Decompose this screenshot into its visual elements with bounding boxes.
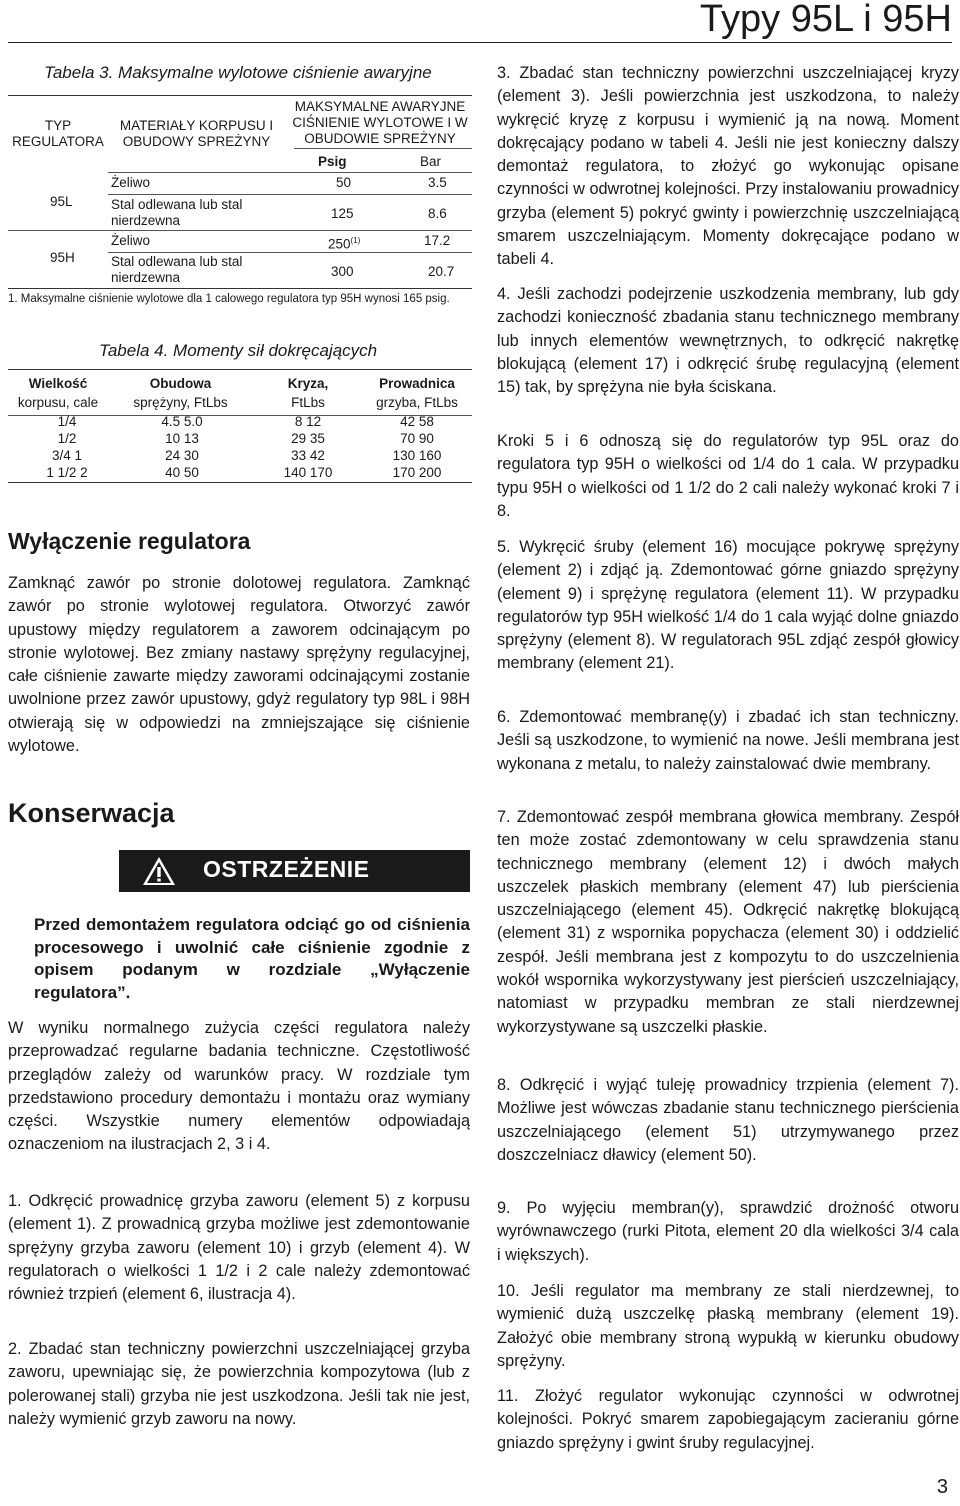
table3-cell-psig: 50 [336, 175, 352, 190]
step-10: 10. Jeśli regulator ma membrany ze stali nierdzewnej, to wymienić dużą uszczelkę płaską membrany (element 19). Założyć obie membrany stroną wypukłą w kierunku obudowy sprężyny. [497, 1282, 959, 1370]
table4-header: Kryza, FtLbs [287, 376, 329, 410]
section-title-shutdown: Wyłączenie regulatora [8, 528, 251, 554]
table3-cell-material: Stal odlewana lub stal nierdzewna [111, 254, 243, 285]
shutdown-paragraph: Zamknąć zawór po stronie dolotowej regulatora. Zamknąć zawór po stronie wylotowej regulatora. Otworzyć zawór upustowy między regulatorem a zaworem odcinającym po stronie wylotowej. Bez zmiany nastawy sprężyny regulacyjnej, całe ciśnienie zawarte między zaworami odcinającymi zostanie uwolnione przez zawór upustowy, gdyż regulatory typ 98L i 98H otwierają się w odpowiedzi na zmniejszające się ciśnienie wylotowe. [8, 574, 470, 756]
header-rule [8, 42, 952, 43]
table3-cell-bar: 17.2 [424, 233, 451, 248]
table3 [8, 95, 472, 289]
table4-caption: Tabela 4. Momenty sił dokręcających [99, 341, 378, 360]
table3-cell-material: Stal odlewana lub stal nierdzewna [111, 197, 243, 228]
page-number: 3 [936, 1476, 948, 1498]
warning-text: Przed demontażem regulatora odciąć go od ciśnienia procesowego i uwolnić całe ciśnienie zgodnie z opisem podanym w rozdziale „Wyłączenie regulatora”. [34, 915, 470, 1002]
table3-cell-psig: 125 [331, 206, 354, 221]
warning-title: OSTRZEŻENIE [203, 856, 370, 882]
table4-header: Wielkość korpusu, cale [17, 376, 99, 410]
table3-cell-material: Żeliwo [111, 233, 151, 248]
step-1: 1. Odkręcić prowadnicę grzyba zaworu (element 5) z korpusu (element 1). Z prowadnicą grzyba możliwe jest zdemontowanie sprężyny grzyba zaworu (element 10) i grzyb (element 4). W regulatorach o wielkości 1 1/2 i 2 cale należy zdemontować również trzpień (element 6, ilustracja 4). [8, 1192, 470, 1304]
section-title-maintenance: Konserwacja [8, 798, 175, 828]
table3-cell-psig: 250$^{(1)}$ [328, 236, 361, 252]
step-4: 4. Jeśli zachodzi podejrzenie uszkodzenia membrany, lub gdy zachodzi konieczność zbadania stanu technicznego membrany lub innych elementów wewnętrznych, to odkręcić nakrętkę blokującą (element 17) i odkręcić śrubę regulacyjną (element 15) tak, by sprężyna nie była ściskana. [497, 285, 959, 397]
step-2: 2. Zbadać stan techniczny powierzchni uszczelniającej grzyba zaworu, upewniając się, że powierzchnia kompozytowa (lub z polerowanej stali) grzyba nie jest uszkodzona. Jeśli tak nie jest, należy wymienić grzyb zaworu na nowy. [8, 1340, 470, 1428]
page-header-title: Typy 95L i 95H [699, 0, 952, 40]
step-8: 8. Odkręcić i wyjąć tuleję prowadnicy trzpienia (element 7). Możliwe jest wówczas zbadanie stanu technicznego pierścienia uszczelniającego (element 51) utrzymywanego przez doszczelniacz dławicy (element 50). [497, 1076, 959, 1164]
table4-col-size: 1/4 1/2 3/4 1 1 1/2 2 [46, 414, 88, 480]
table3-caption: Tabela 3. Maksymalne wylotowe ciśnienie awaryjne [44, 63, 432, 82]
table3-cell-material: Żeliwo [111, 175, 151, 190]
table3-header-max: MAKSYMALNE AWARYJNE CIŚNIENIE WYLOTOWE I W OBUDOWIE SPREŻYNY [292, 99, 468, 146]
note-steps-5-6: Kroki 5 i 6 odnoszą się do regulatorów typ 95L oraz do regulatora typ 95H o wielkości od 1/4 do 1 cala. W przypadku typu 95H o wielkości od 1 1/2 do 2 cali należy wykonać kroki 7 i 8. [497, 432, 959, 520]
table4-header: Obudowa sprężyny, FtLbs [133, 376, 228, 410]
table4-col-plug-guide: 42 58 70 90 130 160 170 200 [392, 414, 442, 480]
maintenance-intro: W wyniku normalnego zużycia części regulatora należy przeprowadzać regularne badania techniczne. Częstotliwość przeglądów zależy od warunków pracy. W rozdziale tym przedstawiono procedury demontażu i montażu oraz wymiany części. Wszystkie numery elementów odpowiadają oznaczeniom na ilustracjach 2, 3 i 4. [8, 1019, 470, 1154]
table3-cell-type: 95H [50, 250, 75, 265]
step-6: 6. Zdemontować membranę(y) i zbadać ich stan techniczny. Jeśli są uszkodzone, to wymienić na nowe. Jeśli membrana jest wykonana z metalu, to należy zainstalować dwie membrany. [497, 708, 959, 773]
table4-col-spring-case: 4.5 5.0 10 13 24 30 40 50 [161, 414, 203, 480]
warning-banner [119, 850, 470, 892]
table3-header-material: MATERIAŁY KORPUSU I OBUDOWY SPREŻYNY [119, 118, 274, 149]
table3-header-psig: Psig [318, 154, 347, 169]
table4 [8, 369, 472, 483]
step-7: 7. Zdemontować zespół membrana głowica membrany. Zespół ten może zostać zdemontowany w celu sprawdzenia stanu technicznego membrany (element 12) i dwóch małych uszczelek płaskich membrany (element 47) lub pierścienia uszczelniającego (element 45). Odkręcić nakrętkę blokującą (element 31) z wspornika popychacza (element 30) i oddzielić zespół. Jeśli membrana jest z kompozytu to do uszczelnienia wokół wspornika wykorzystywany jest pierścień uszczelniający, natomiast w przypadku membran ze stali nierdzewnej wykorzystywane są uszczelki płaskie. [497, 808, 959, 1036]
table3-header-type: TYP REGULATORA [12, 118, 104, 149]
table3-cell-type: 95L [50, 194, 73, 209]
table3-header-bar: Bar [420, 154, 442, 169]
table3-footnote: 1. Maksymalne ciśnienie wylotowe dla 1 calowego regulatora typ 95H wynosi 165 psig. [8, 293, 450, 305]
table3-cell-psig: 300 [331, 264, 354, 279]
table3-cell-bar: 3.5 [428, 175, 447, 190]
step-3: 3. Zbadać stan techniczny powierzchni uszczelniającej kryzy (element 3). Jeśli powierzchnia jest uszkodzona, to należy wykręcić kryzę z korpusu i wymienić ją na nową. Moment dokręcający podano w tabeli 4. Jeśli nie jest konieczny dalszy demontaż regulatora, to złożyć go wykonując opisane czynności w odwrotnej kolejności. Przy instalowaniu prowadnicy grzyba (element 5) pokryć gwinty i powierzchnię uszczelniającą smarem uszczelniającym. Momenty dokręcające podano w tabeli 4. [497, 64, 959, 269]
step-5: 5. Wykręcić śruby (element 16) mocujące pokrywę sprężyny (element 2) i zdjąć ją. Zdemontować górne gniazdo sprężyny (element 9) i sprężynę regulatora (element 11). W przypadku regulatorów typ 95H wielkość 1/4 do 1 cala wyjąć dolne gniazdo sprężyny (element 8). W regulatorach 95L zdjąć zespół głowicy membrany (element 21). [497, 538, 959, 673]
step-9: 9. Po wyjęciu membran(y), sprawdzić drożność otworu wyrównawczego (rurki Pitota, element 20 dla wielkości 3/4 cala i większych). [497, 1199, 959, 1264]
table3-cell-bar: 8.6 [428, 206, 447, 221]
warning-triangle-icon [141, 855, 177, 887]
table4-header: Prowadnica grzyba, FtLbs [376, 376, 458, 410]
step-11: 11. Złożyć regulator wykonując czynności w odwrotnej kolejności. Pokryć smarem zapobiegającym zacieraniu górne gniazdo sprężyny i gwint śruby regulacyjnej. [497, 1387, 959, 1452]
table4-col-orifice: 8 12 29 35 33 42 140 170 [283, 414, 333, 480]
table3-cell-bar: 20.7 [428, 264, 455, 279]
